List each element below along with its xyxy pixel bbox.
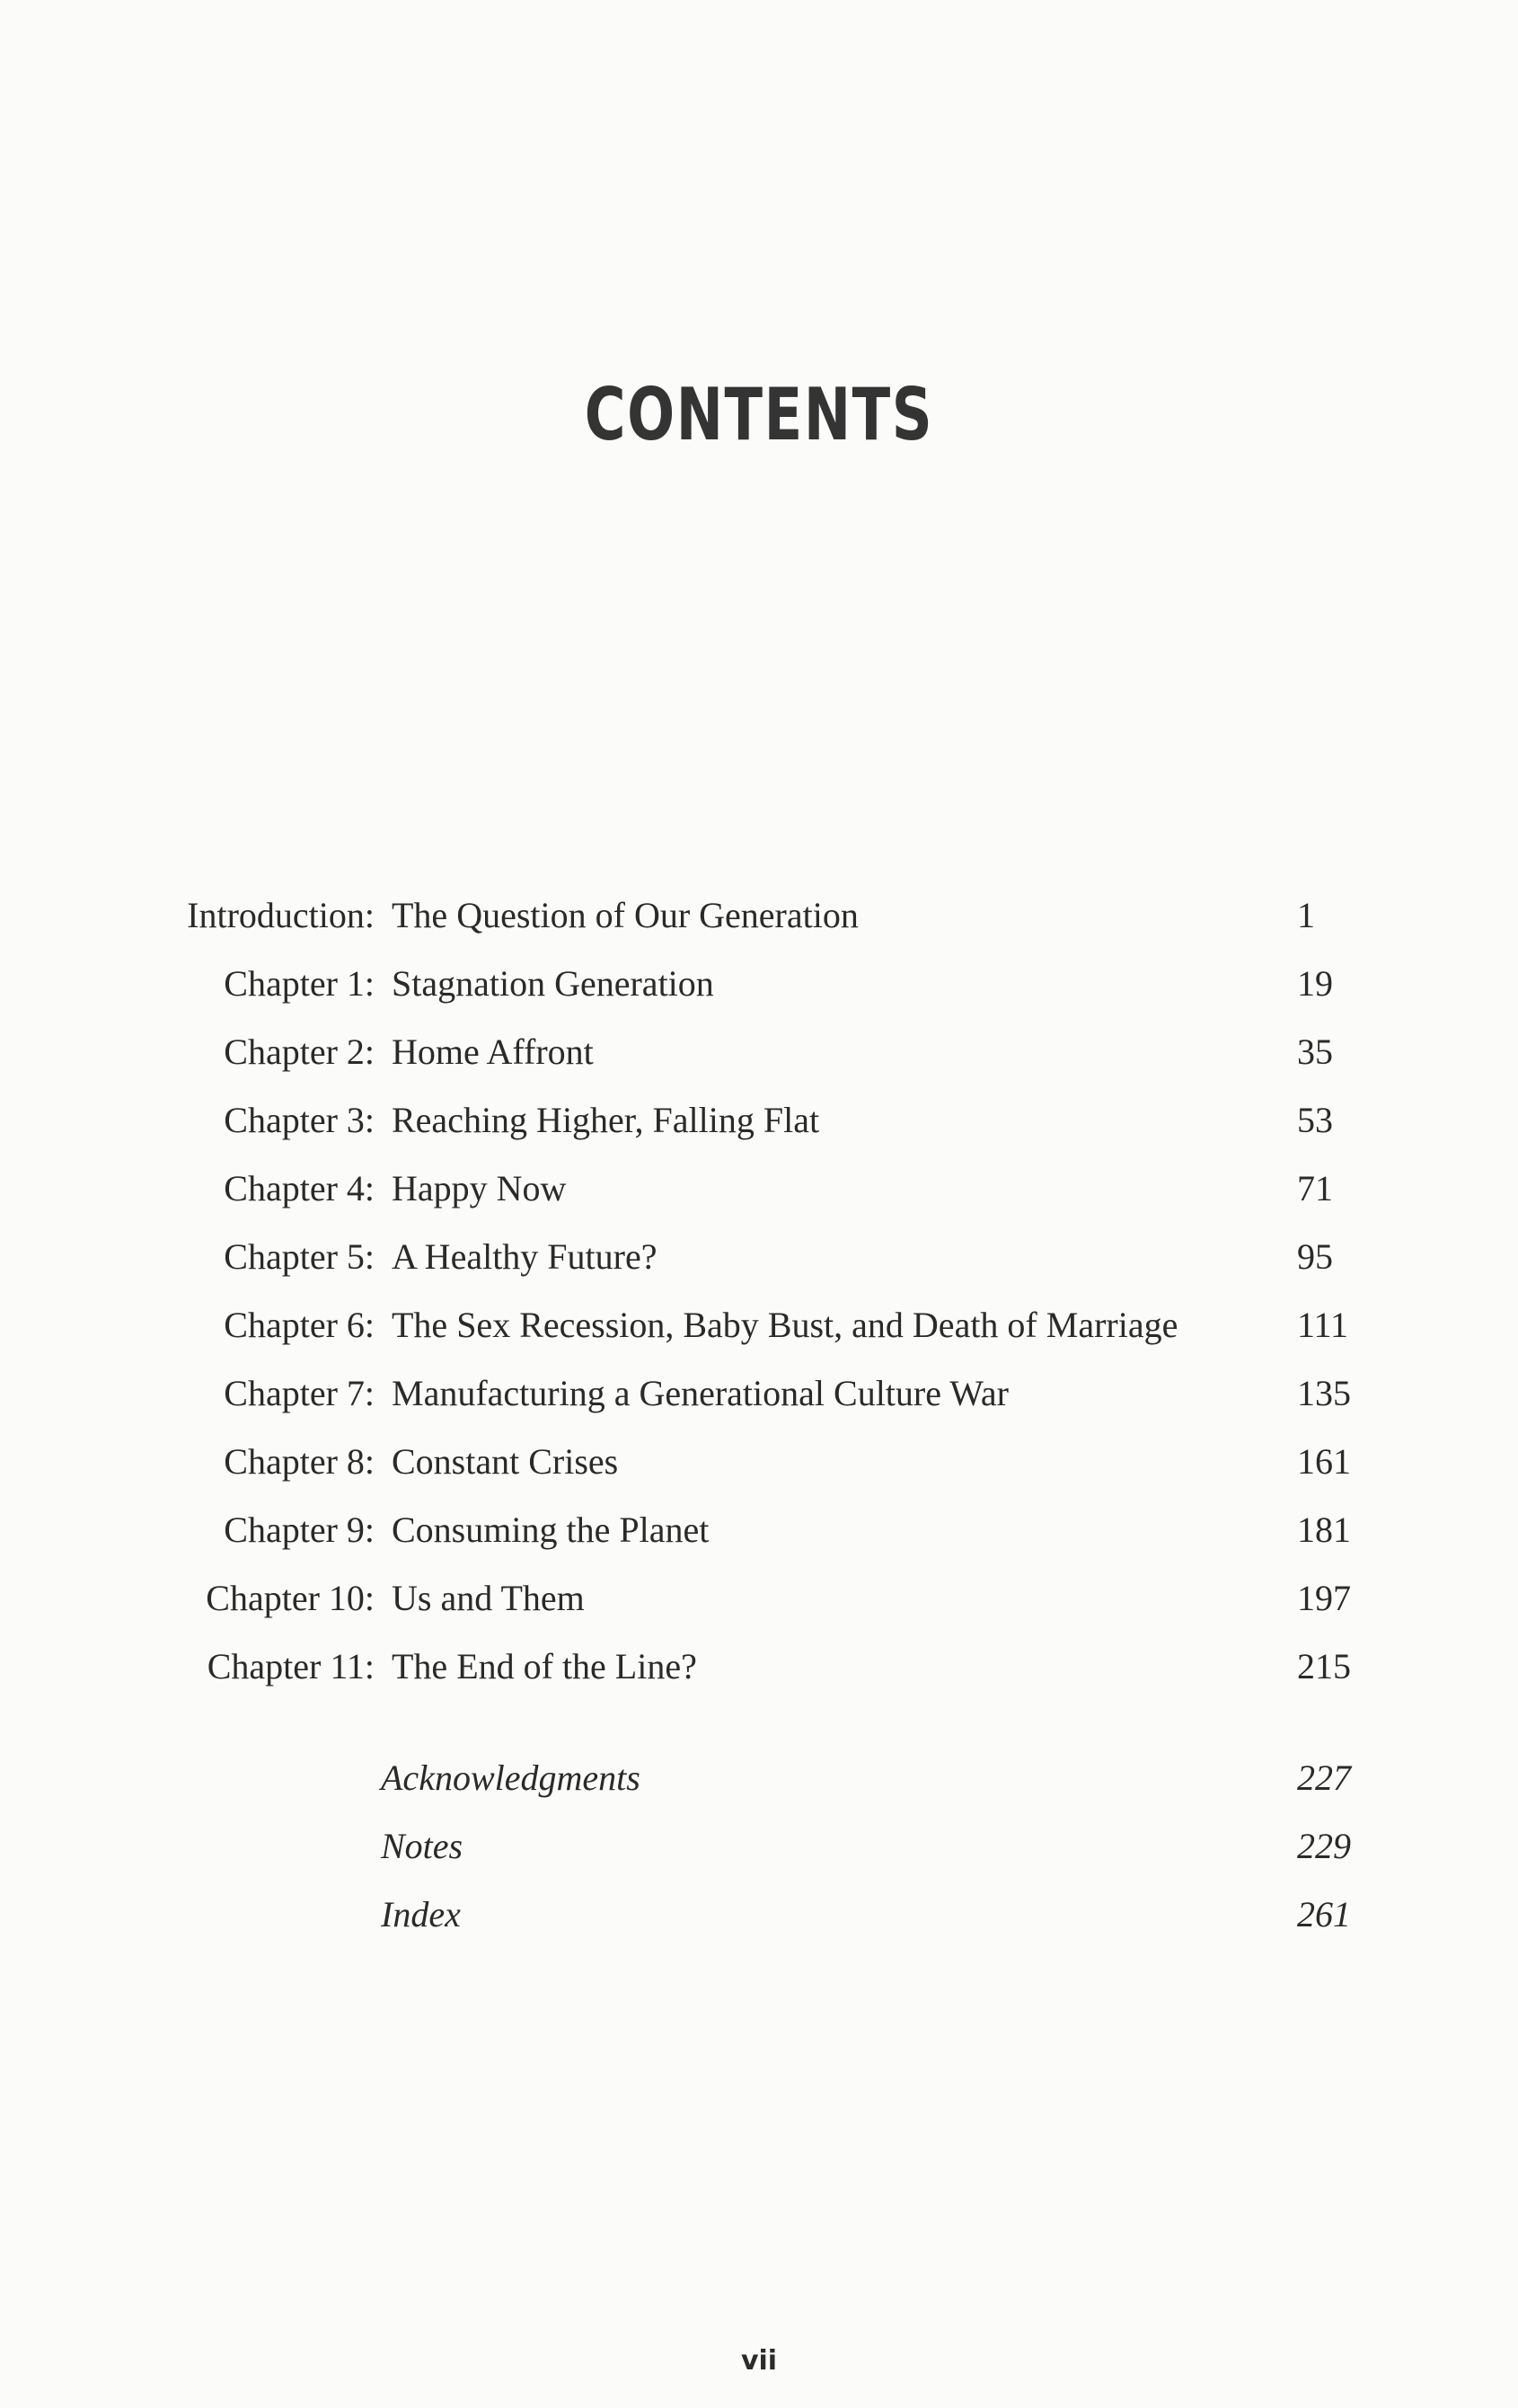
entry-label: Chapter 6:	[224, 1305, 375, 1345]
entry-label: Chapter 11:	[207, 1646, 375, 1686]
entry-page: 1	[1297, 895, 1315, 935]
entry-page: 181	[1297, 1509, 1351, 1550]
entry-title: Notes	[381, 1826, 463, 1866]
entry-page: 111	[1297, 1305, 1349, 1345]
entry-title: Us and Them	[392, 1578, 585, 1618]
entry-page: 95	[1297, 1236, 1333, 1277]
toc-entry-chapter-3	[0, 1086, 1518, 1155]
entry-title: A Healthy Future?	[392, 1236, 658, 1277]
toc-entry-chapter-7	[0, 1359, 1518, 1428]
toc-entry-index	[0, 1881, 1518, 1949]
toc-entry-notes	[0, 1812, 1518, 1881]
entry-label: Introduction:	[187, 895, 375, 935]
entry-label: Chapter 10:	[206, 1578, 375, 1618]
entry-page: 229	[1297, 1826, 1351, 1866]
entry-label: Chapter 5:	[224, 1236, 375, 1277]
entry-title: Consuming the Planet	[392, 1509, 710, 1550]
toc-entry-chapter-1	[0, 950, 1518, 1018]
entry-title: Home Affront	[392, 1031, 594, 1072]
toc-entry-chapter-2	[0, 1018, 1518, 1086]
toc-entry-chapter-5	[0, 1223, 1518, 1291]
entry-title: Happy Now	[392, 1168, 567, 1208]
entry-title: Acknowledgments	[381, 1757, 640, 1798]
entry-label: Chapter 4:	[224, 1168, 375, 1208]
entry-title: The Question of Our Generation	[392, 895, 859, 935]
page-title: CONTENTS	[584, 373, 934, 456]
entry-title: Stagnation Generation	[392, 963, 714, 1004]
entry-page: 227	[1297, 1757, 1351, 1798]
entry-label: Chapter 1:	[224, 963, 375, 1004]
toc-entry-chapter-4	[0, 1155, 1518, 1223]
entry-page: 53	[1297, 1100, 1333, 1140]
toc-entry-chapter-6	[0, 1291, 1518, 1359]
toc-entry-acknowledgments	[0, 1744, 1518, 1812]
entry-page: 161	[1297, 1441, 1351, 1482]
entry-title: Reaching Higher, Falling Flat	[392, 1100, 820, 1140]
toc-entry-introduction	[0, 881, 1518, 950]
entry-title: Index	[381, 1894, 461, 1934]
entry-page: 197	[1297, 1578, 1351, 1618]
entry-label: Chapter 8:	[224, 1441, 375, 1482]
entry-page: 215	[1297, 1646, 1351, 1686]
entry-label: Chapter 2:	[224, 1031, 375, 1072]
entry-page: 35	[1297, 1031, 1333, 1072]
entry-page: 261	[1297, 1894, 1351, 1934]
entry-label: Chapter 9:	[224, 1509, 375, 1550]
toc-entry-chapter-9	[0, 1496, 1518, 1564]
entry-label: Chapter 3:	[224, 1100, 375, 1140]
entry-page: 71	[1297, 1168, 1333, 1208]
toc-entry-chapter-11	[0, 1633, 1518, 1701]
entry-page: 19	[1297, 963, 1333, 1004]
toc-entry-chapter-8	[0, 1428, 1518, 1496]
page-number: vii	[740, 2345, 778, 2377]
entry-title: Constant Crises	[392, 1441, 619, 1482]
entry-title: Manufacturing a Generational Culture War	[392, 1373, 1009, 1413]
entry-page: 135	[1297, 1373, 1351, 1413]
entry-title: The Sex Recession, Baby Bust, and Death of Marriage	[392, 1305, 1178, 1345]
entry-label: Chapter 7:	[224, 1373, 375, 1413]
toc-entry-chapter-10	[0, 1564, 1518, 1633]
entry-title: The End of the Line?	[392, 1646, 697, 1686]
